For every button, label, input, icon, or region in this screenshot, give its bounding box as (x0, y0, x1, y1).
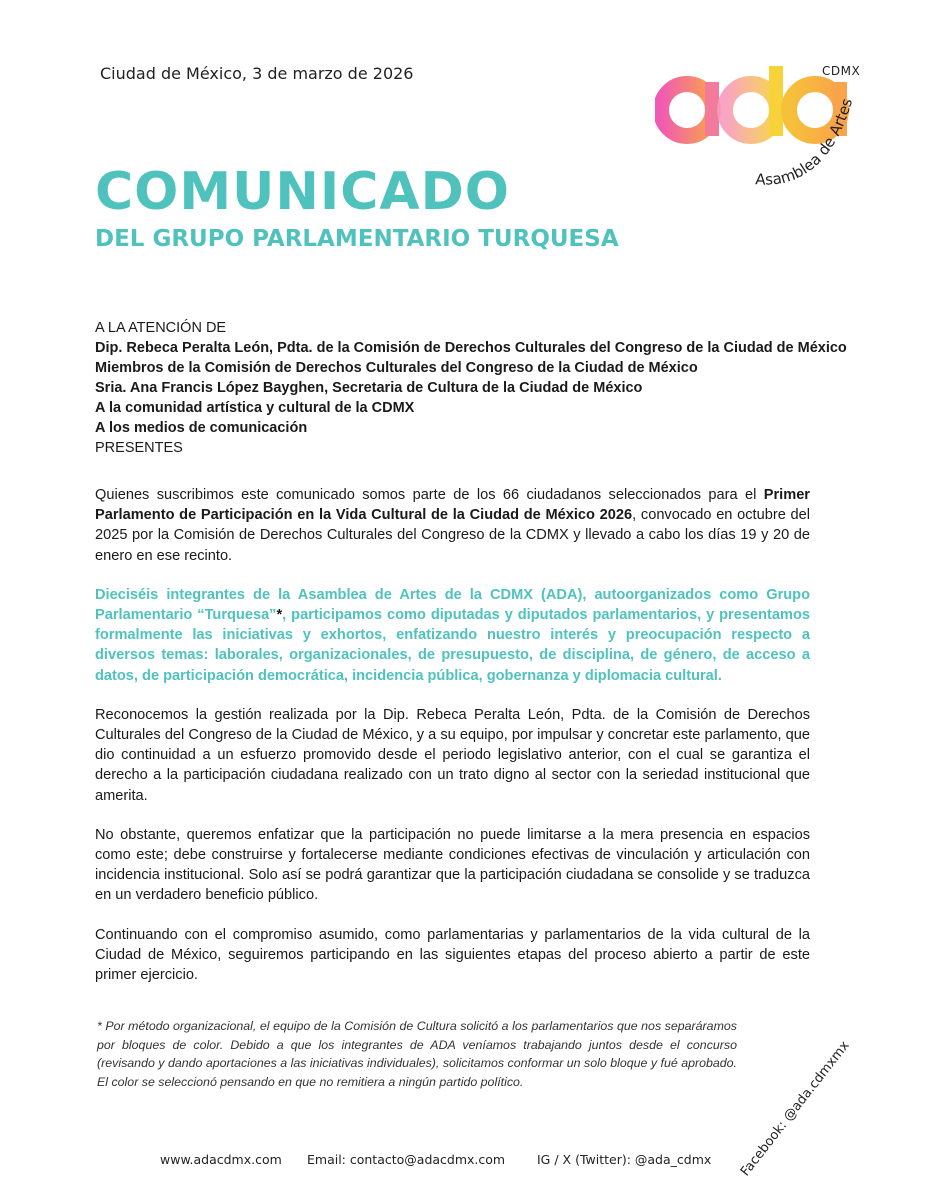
addressee-line: Sria. Ana Francis López Bayghen, Secretaria de Cultura de la Ciudad de México (95, 380, 643, 396)
footer-website-link[interactable]: www.adacdmx.com (160, 1152, 282, 1167)
page-title: COMUNICADO (95, 162, 510, 222)
footer-email-link[interactable]: Email: contacto@adacdmx.com (307, 1152, 506, 1167)
addressee-line: A los medios de comunicación (95, 420, 308, 436)
paragraph-5: Continuando con el compromiso asumido, como parlamentarias y parlamentarios de la vida cultural de la Ciudad de México, seguiremos participando en las siguientes etapas del proceso abierto a partir de este primer ejercicio. (95, 926, 810, 984)
paragraph-3: Reconocemos la gestión realizada por la Dip. Rebeca Peralta León, Pdta. de la Comisión de Derechos Culturales del Congreso de la Ciudad de México, y a su equipo, por impulsar y concretar este parlamento, que dio continuidad a un esfuerzo promovido desde el periodo legislativo anterior, con el cual se garantiza el derecho a la participación ciudadana realizado con un trato digno al sector con la seriedad institucional que amerita. (95, 706, 810, 804)
addressees-closing: PRESENTES (95, 440, 183, 456)
addressee-line: Dip. Rebeca Peralta León, Pdta. de la Comisión de Derechos Culturales del Congreso de la Ciudad de México (95, 340, 847, 356)
body-text (95, 485, 810, 1004)
paragraph-1: Quienes suscribimos este comunicado somos parte de los 66 ciudadanos seleccionados para el Primer Parlamento de Participación en la Vida Cultural de la Ciudad de México 2026, convocado en octubre del 2025 por la Comisión de Derechos Culturales del Congreso de la CDMX y llevado a cabo los días 19 y 20 de enero en ese recinto. (95, 487, 810, 564)
svg-text:Asamblea de Artes: Asamblea de Artes (754, 96, 857, 189)
addressees-block (95, 318, 865, 458)
footer-social-link[interactable]: IG / X (Twitter): @ada_cdmx (537, 1152, 712, 1167)
document-date: Ciudad de México, 3 de marzo de 2026 (100, 64, 414, 83)
logo-city-label: CDMX (822, 64, 861, 78)
footnote: * Por método organizacional, el equipo de la Comisión de Cultura solicitó a los parlamentarios que nos separáramos por bloques de color. Debido a que los integrantes de ADA veníamos trabajando juntos desde el concurso (revisando y dando aportaciones a las iniciativas individuales), solicitamos conformar un solo bloque y fué aprobado. El color se seleccionó pensando en que no remitiera a ningún partido político. (97, 1019, 737, 1089)
logo-arc-text (640, 60, 900, 210)
addressees-intro: A LA ATENCIÓN DE (95, 320, 227, 336)
addressee-line: A la comunidad artística y cultural de la CDMX (95, 400, 415, 416)
addressee-line: Miembros de la Comisión de Derechos Culturales del Congreso de la Ciudad de México (95, 360, 698, 376)
footer-facebook-link[interactable]: Facebook: @ada.cdmxmx (738, 1038, 853, 1180)
page-subtitle: DEL GRUPO PARLAMENTARIO TURQUESA (95, 226, 619, 252)
paragraph-4: No obstante, queremos enfatizar que la participación no puede limitarse a la mera presencia en espacios como este; debe construirse y fortalecerse mediante condiciones efectivas de vinculación y articulación con incidencia institucional. Solo así se podrá garantizar que la participación ciudadana se consolide y se traduzca en un verdadero beneficio público. (95, 826, 810, 904)
paragraph-2: Dieciséis integrantes de la Asamblea de Artes de la CDMX (ADA), autoorganizados como Grupo Parlamentario “Turquesa”*, participamos como diputadas y diputados parlamentarios, y presentamos formalmente las iniciativas y exhortos, enfatizando nuestro interés y preocupación respecto a diversos temas: laborales, organizacionales, de presupuesto, de disciplina, de género, de acceso a datos, de participación democrática, incidencia pública, gobernanza y diplomacia cultural. (95, 586, 810, 684)
